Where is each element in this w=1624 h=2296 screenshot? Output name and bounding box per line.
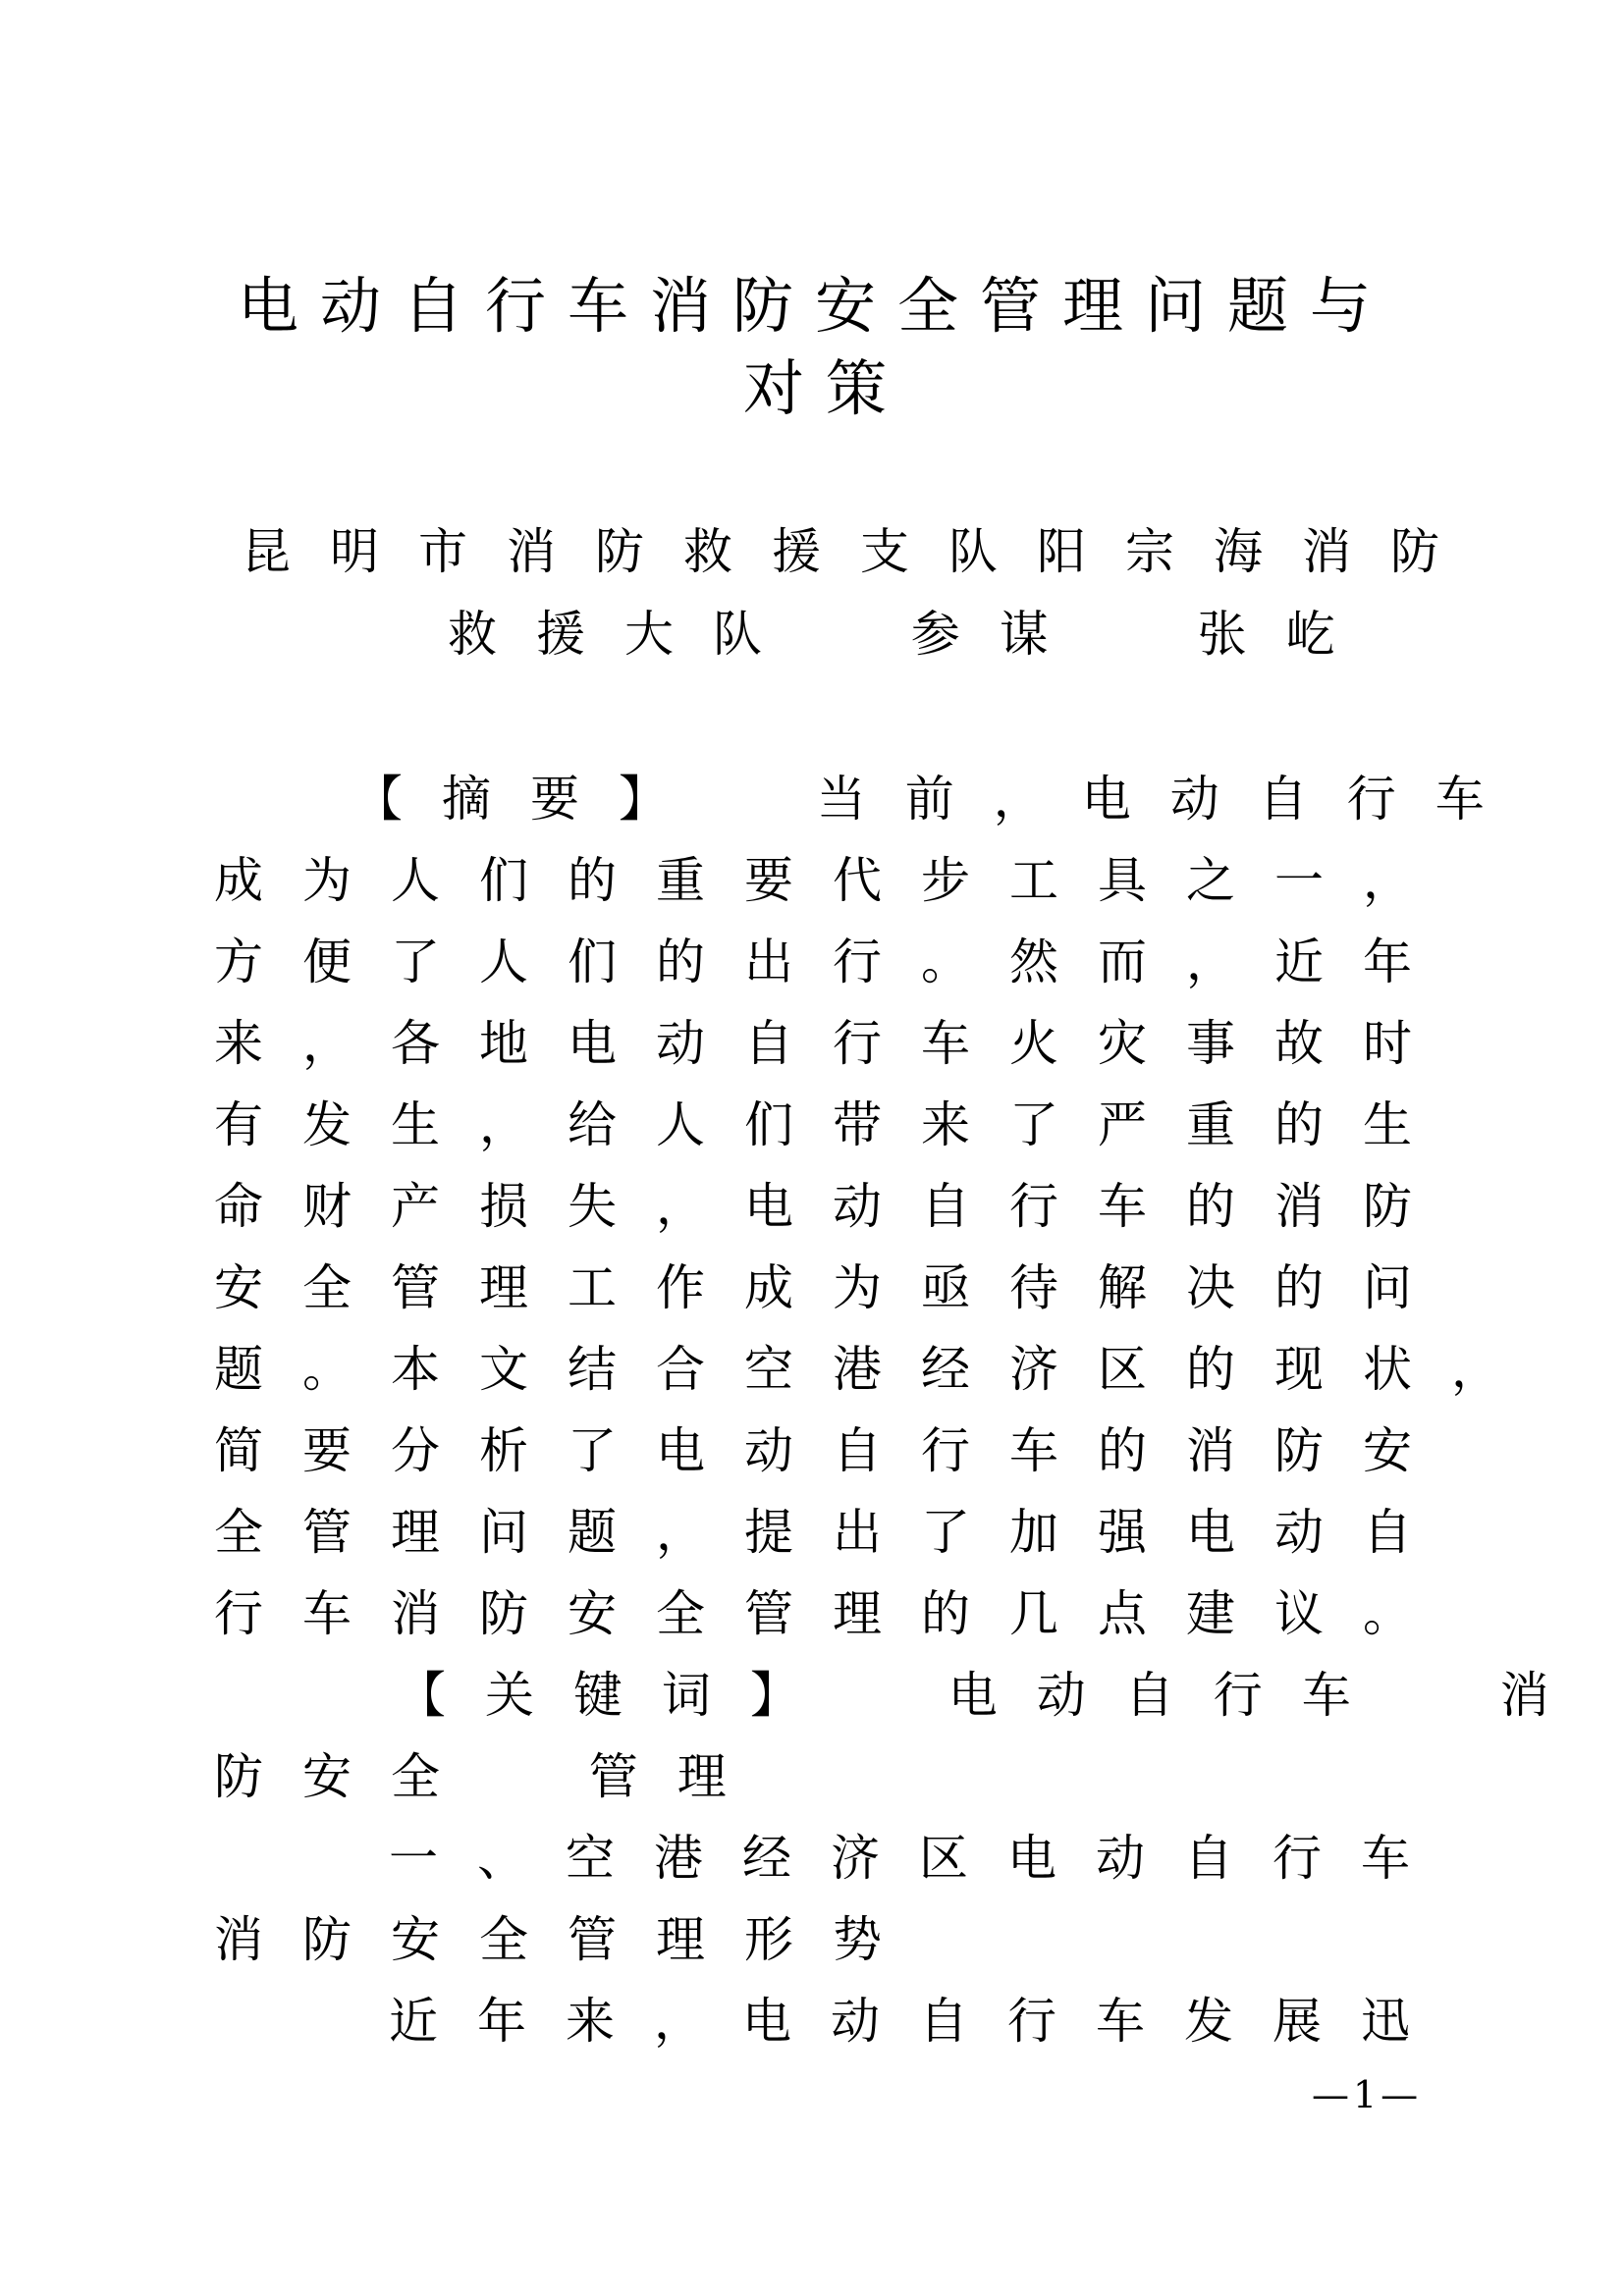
abstract-line-6: 命财产损失，电动自行车的消防 (214, 1178, 1451, 1235)
abstract-line-11: 行车消防安全管理的几点建议。 (214, 1585, 1451, 1642)
document-title-line-1: 电动自行车消防安全管理问题与 (238, 270, 1393, 342)
keywords-line-2: 防安全 管理 (214, 1748, 766, 1805)
body-paragraph-line-1: 近年来，电动自行车发展迅 (389, 1993, 1449, 2050)
abstract-line-5: 有发生，给人们带来了严重的生 (214, 1096, 1451, 1153)
document-title-line-2: 对策 (743, 352, 909, 424)
abstract-line-7: 安全管理工作成为亟待解决的问 (214, 1259, 1451, 1316)
abstract-line-9: 简要分析了电动自行车的消防安 (214, 1422, 1451, 1479)
abstract-line-1: 【摘要】 当前，电动自行车 (353, 771, 1524, 828)
section-heading-line-2: 消防安全管理形势 (214, 1911, 921, 1968)
abstract-line-8: 题。本文结合空港经济区的现状， (214, 1341, 1540, 1398)
keywords-line-1: 【关键词】 电动自行车 消 (397, 1667, 1589, 1724)
abstract-line-3: 方便了人们的出行。然而，近年 (214, 934, 1451, 990)
abstract-line-4: 来，各地电动自行车火灾事故时 (214, 1015, 1451, 1072)
page-number: —1— (1312, 2073, 1423, 2116)
author-affiliation-line-2: 救援大队 参谋 张屹 (448, 606, 1375, 663)
section-heading-line-1: 一、空港经济区电动自行车 (389, 1830, 1449, 1887)
author-affiliation-line-1: 昆明市消防救援支队阳宗海消防 (242, 523, 1479, 580)
abstract-line-2: 成为人们的重要代步工具之一， (214, 852, 1451, 909)
abstract-line-10: 全管理问题，提出了加强电动自 (214, 1504, 1451, 1561)
